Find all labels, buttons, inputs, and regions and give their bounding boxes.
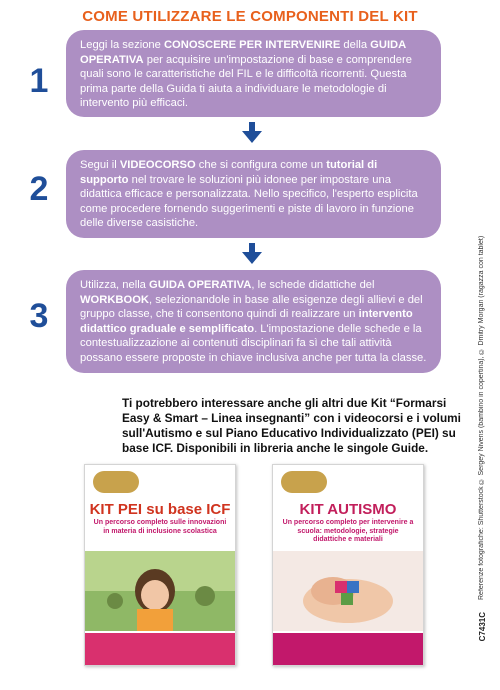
book-title: KIT PEI su base ICF	[89, 501, 231, 518]
book-strip	[85, 633, 235, 665]
step-number-2: 2	[29, 170, 49, 208]
step-number-3: 3	[29, 297, 49, 335]
product-code: C7431C	[478, 612, 487, 642]
book-subtitle: Un percorso completo per intervenire a scuola: metodologie, strategie didattiche e materiali	[282, 519, 414, 543]
book-title: KIT AUTISMO	[299, 501, 397, 518]
book-subtitle: Un percorso completo sulle innovazioni in materia di inclusione scolastica	[93, 519, 227, 535]
down-arrow-icon	[240, 243, 264, 265]
down-arrow-icon	[240, 122, 264, 144]
book-strip	[273, 633, 423, 665]
book-cover-kit-autismo	[272, 464, 424, 666]
page-title: COME UTILIZZARE LE COMPONENTI DEL KIT	[82, 8, 418, 25]
step-box-3: Utilizza, nella GUIDA OPERATIVA, le schede didattiche del WORKBOOK, selezionandole in base alle esigenze degli allievi e del gruppo classe, che ti consentono quindi di realizzare un intervento didattico graduale e semplificato. L'impostazione delle schede e la contestualizzazione ai contenuti disciplinari fa sì che tali attività possano essere proposte in chiave inclusiva anche per tutta la classe.	[66, 270, 441, 373]
child-photo-icon	[85, 551, 235, 631]
series-badge	[93, 471, 139, 493]
book-cover-kit-pei	[84, 464, 236, 666]
promo-text: Ti potrebbero interessare anche gli altri due Kit “Formarsi Easy & Smart – Linea insegnanti” con i videocorsi e i volumi sull'Autismo e sul Piano Educativo Individualizzato (PEI) su base ICF. Disponibili in libreria anche le singole Guide.	[122, 396, 461, 455]
step-number-1: 1	[29, 62, 49, 100]
series-badge	[281, 471, 327, 493]
photo-credit: Referenze fotografiche: Shutterstock © Sergey Nivens (bambino in copertina), © Dmitry Morgan (ragazza con tablet)	[478, 235, 485, 600]
hands-puzzle-photo-icon	[273, 551, 423, 631]
step-box-2: Segui il VIDEOCORSO che si configura come un tutorial di supporto nel trovare le soluzioni più idonee per impostare una didattica efficace e personalizzata. Nello specifico, l'esperto esplicita come procedere fornendo suggerimenti e piste di lavoro in funzione delle diverse casistiche.	[66, 150, 441, 238]
step-box-1: Leggi la sezione CONOSCERE PER INTERVENIRE della GUIDA OPERATIVA per acquisire un'impostazione di base e comprendere quali sono le caratteristiche del FIL e le difficoltà ricorrenti. Questa prima parte della Guida ti aiuta a individuare le metodologie di intervento più efficaci.	[66, 30, 441, 117]
